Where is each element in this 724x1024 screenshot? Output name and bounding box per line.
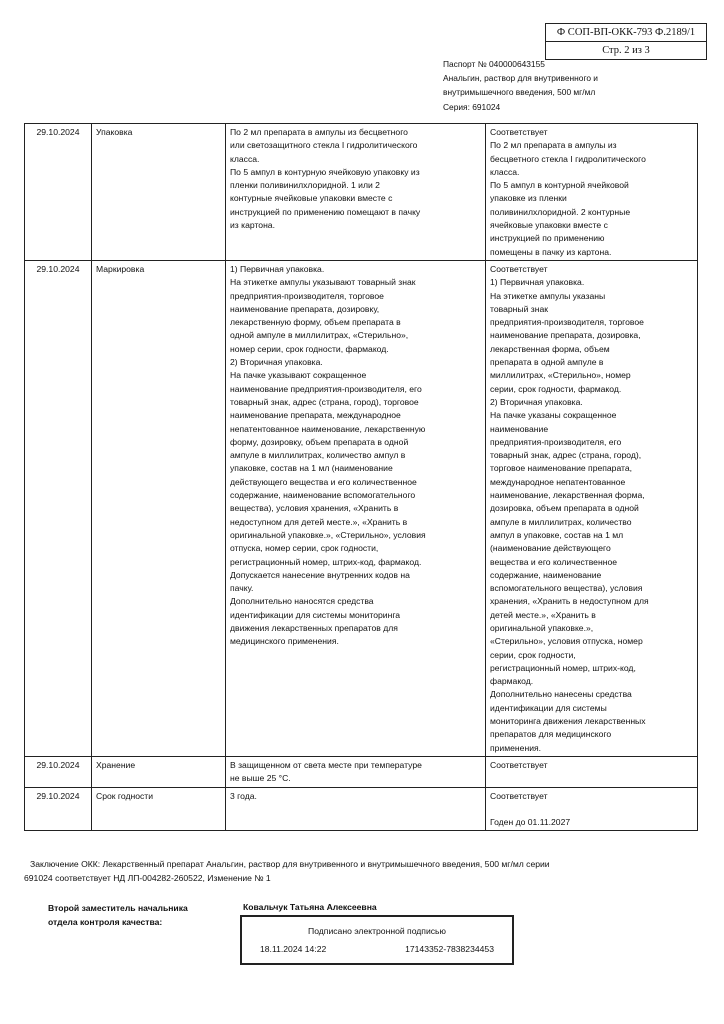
requirement-paragraph: По 2 мл препарата в ампулы из бесцветного или светозащитного стекла I гидролитического класса. [230,127,418,164]
electronic-signature-stamp [240,915,514,965]
table-row [25,260,698,756]
signatory-role [48,901,228,930]
indicator-name: Маркировка [92,260,226,756]
page-number: Стр. 2 из 3 [546,41,706,59]
requirement-paragraph: 2) Вторичная упаковка. [230,357,323,368]
requirement-cell [226,124,486,261]
result-paragraph: На этикетке ампулы указаны товарный знак предприятия-производителя, торговое наименование препарата, дозировка, лекарственная форма, объем препарата в одной ампуле в миллилитрах, «Стерильно», номер серии, срок годности, фармакод. [490,290,644,394]
result-paragraph: На пачке указаны сокращенное наименование предприятия-производителя, его товарный знак, адрес (страна, город), торговое наименование препарата, международное непатентованное наименование, лекарственная форма, дозировка, объем препарата в одной ампуле в миллилитрах, количество ампул в упаковке, состав на 1 мл (наименование действующего вещества и его количественное содержание, наименование вспомогательного вещества), условия хранения, «Хранить в недоступном для детей месте.», «Хранить в оригинальной упаковке.», «Стерильно», условия отпуска, номер серии, срок годности, регистрационный номер, штрих-код, фармакод. [490,410,649,687]
form-reference-box [545,23,707,60]
requirement-cell [226,756,486,787]
table-row [25,756,698,787]
result-paragraph: Соответствует [490,263,548,274]
requirement-paragraph: На этикетке ампулы указывают товарный знак предприятия-производителя, торговое наименование препарата, дозировку, лекарственную форму, объем препарата в одной ампуле в миллилитрах, «Стерильно», номер серии, срок годности, фармакод. [230,277,416,354]
esig-certificate-number: 17143352-7838234453 [405,944,494,954]
requirement-cell [226,260,486,756]
result-paragraph: 1) Первичная упаковка. [490,277,585,288]
form-code: Ф СОП-ВП-ОКК-793 Ф.2189/1 [556,27,696,38]
series-number: Серия: 691024 [443,101,501,112]
requirement-paragraph: 1) Первичная упаковка. [230,263,325,274]
result-cell [486,124,698,261]
result-paragraph: Соответствует [490,790,548,801]
result-paragraph: Дополнительно нанесены средства идентификации для системы мониторинга движения лекарственных препаратов для медицинского применения. [490,689,646,753]
requirement-paragraph: На пачке указывают сокращенное наименование предприятия-производителя, его товарный знак, адрес (страна, город), торговое наименование препарата, международное непатентованное наименование, лекарственную форму, дозировку, объем препарата в одной ампуле в миллилитрах, количество ампул в упаковке, состав на 1 мл (наименование действующего вещества и его количественное содержание, наименование вспомогательного вещества), условия хранения, «Хранить в недоступном для детей месте.», «Хранить в оригинальной упаковке.», «Стерильно», условия отпуска, номер серии, срок годности, регистрационный номер, штрих-код, фармакод. [230,370,426,567]
result-paragraph: 2) Вторичная упаковка. [490,396,583,407]
test-date: 29.10.2024 [25,260,92,756]
result-paragraph: По 2 мл препарата в ампулы из бесцветного стекла I гидролитического класса. [490,140,646,177]
requirement-paragraph: По 5 ампул в контурную ячейковую упаковку из пленки поливинилхлоридной. 1 или 2 контурные ячейковые упаковки вместе с инструкцией по применению помещают в пачку из картона. [230,166,421,231]
indicator-name: Упаковка [92,124,226,261]
conclusion-line1: Заключение ОКК: Лекарственный препарат Анальгин, раствор для внутривенного и внутримышечного введения, 500 мг/мл серии [30,859,550,869]
test-date: 29.10.2024 [25,124,92,261]
okk-conclusion [24,857,704,886]
result-paragraph: По 5 ампул в контурной ячейковой упаковке из пленки поливинилхлоридной. 2 контурные ячейковые упаковки вместе с инструкцией по применению помещены в пачку из картона. [490,180,631,257]
requirement-paragraph: Допускается нанесение внутренних кодов на пачку. [230,569,410,594]
result-paragraph: Годен до 01.11.2027 [490,816,571,827]
spacer [490,803,693,816]
product-name-line2: внутримышечного введения, 500 мг/мл [443,87,596,98]
passport-number: Паспорт № 040000643155 [443,59,545,69]
signatory-name: Ковальчук Татьяна Алексеевна [243,902,377,912]
esig-title: Подписано электронной подписью [308,926,446,936]
requirement-paragraph: В защищенном от света месте при температуре не выше 25 °С. [230,759,422,784]
table-row [25,787,698,831]
requirement-paragraph: Дополнительно наносятся средства идентификации для системы мониторинга движения лекарственных препаратов для медицинского применения. [230,596,401,647]
conclusion-line2: 691024 соответствует НД ЛП-004282-260522, Изменение № 1 [24,873,271,884]
result-cell [486,756,698,787]
result-cell [486,260,698,756]
result-paragraph: Соответствует [490,759,548,770]
quality-control-table [24,123,698,831]
requirement-paragraph: 3 года. [230,790,257,801]
signatory-role-line1: Второй заместитель начальника [48,903,188,913]
passport-info [443,57,643,114]
esig-datetime: 18.11.2024 14:22 [260,944,327,954]
product-name-line1: Анальгин, раствор для внутривенного и [443,73,598,84]
result-paragraph: Соответствует [490,127,548,137]
test-date: 29.10.2024 [25,756,92,787]
table-row [25,124,698,261]
requirement-cell [226,787,486,831]
signatory-role-line2: отдела контроля качества: [48,917,163,928]
indicator-name: Хранение [92,756,226,787]
indicator-name: Срок годности [92,787,226,831]
test-date: 29.10.2024 [25,787,92,831]
result-cell [486,787,698,831]
